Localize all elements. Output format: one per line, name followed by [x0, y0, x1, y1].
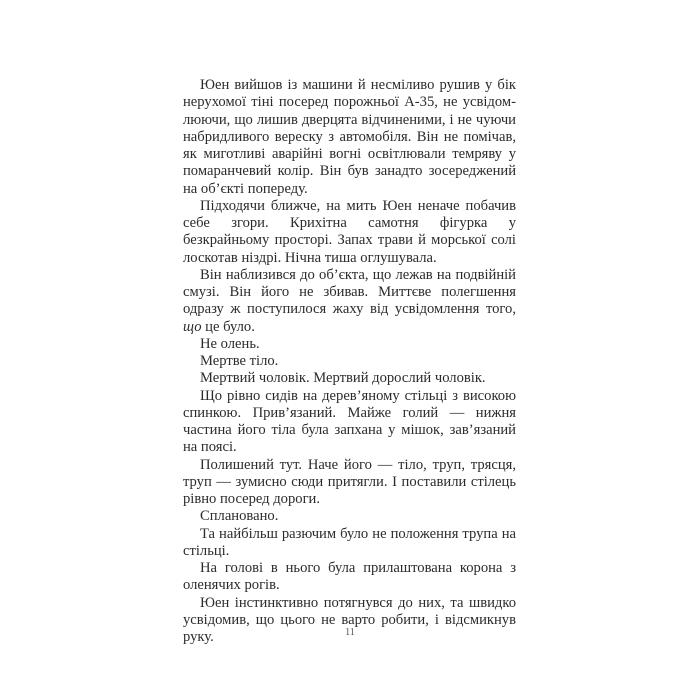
paragraph: Не олень.: [200, 335, 260, 352]
paragraph: Юен інстинктивно потягнувся до них, та швидко усвідомив, що цього не варто робити, і відсмикнув руку.: [183, 594, 516, 645]
paragraph-text: це було.: [201, 318, 255, 335]
italic-emphasis: що: [183, 318, 202, 335]
paragraph: Підходячи ближче, на мить Юен неначе побачив себе згори. Крихітна самотня фігурка у безкрайньому просторі. Запах трави й морської солі лоскотав ніздрі. Нічна тиша оглушувала.: [183, 197, 516, 266]
paragraph-text: Він наблизився до об’єкта, що лежав на подвійній смузі. Він його не збивав. Миттєве полегшення одразу ж поступилося жаху від усвідомлення того,: [183, 266, 516, 318]
paragraph: Мертвий чоловік. Мертвий дорослий чоловік.: [200, 370, 486, 387]
paragraph: На голові в нього була прилаштована корона з оленячих рогів.: [183, 560, 516, 594]
paragraph: Та найбільш разючим було не положення трупа на стільці.: [183, 525, 516, 559]
paragraph: Мертве тіло.: [200, 353, 279, 369]
paragraph: Полишений тут. Наче його — тіло, труп, трясця, труп — зумисно сюди притягли. І поставили стілець рівно посеред дороги.: [183, 456, 516, 507]
body-text: [183, 77, 516, 646]
paragraph: Сплановано.: [200, 508, 279, 525]
paragraph: Що рівно сидів на дерев’яному стільці з високою спинкою. Прив’язаний. Майже голий — нижня частина його тіла була запхана у мішок, зав’язаний на поясі.: [183, 387, 516, 456]
paragraph-with-italic: [183, 267, 516, 336]
paragraph: Юен вийшов із машини й несміливо рушив у бік нерухомої тіні посеред порожньої А-35, не усвідомлюючи, що лишив дверцята відчиненими, і не чуючи набридливого вереску з автомобіля. Він не помічав, як миготливі аварійні вогні освітлювали темряву у помаранчевий колір. Він був занадто зосереджений на об’єкті попереду.: [183, 77, 516, 197]
page-number: 11: [345, 627, 355, 638]
